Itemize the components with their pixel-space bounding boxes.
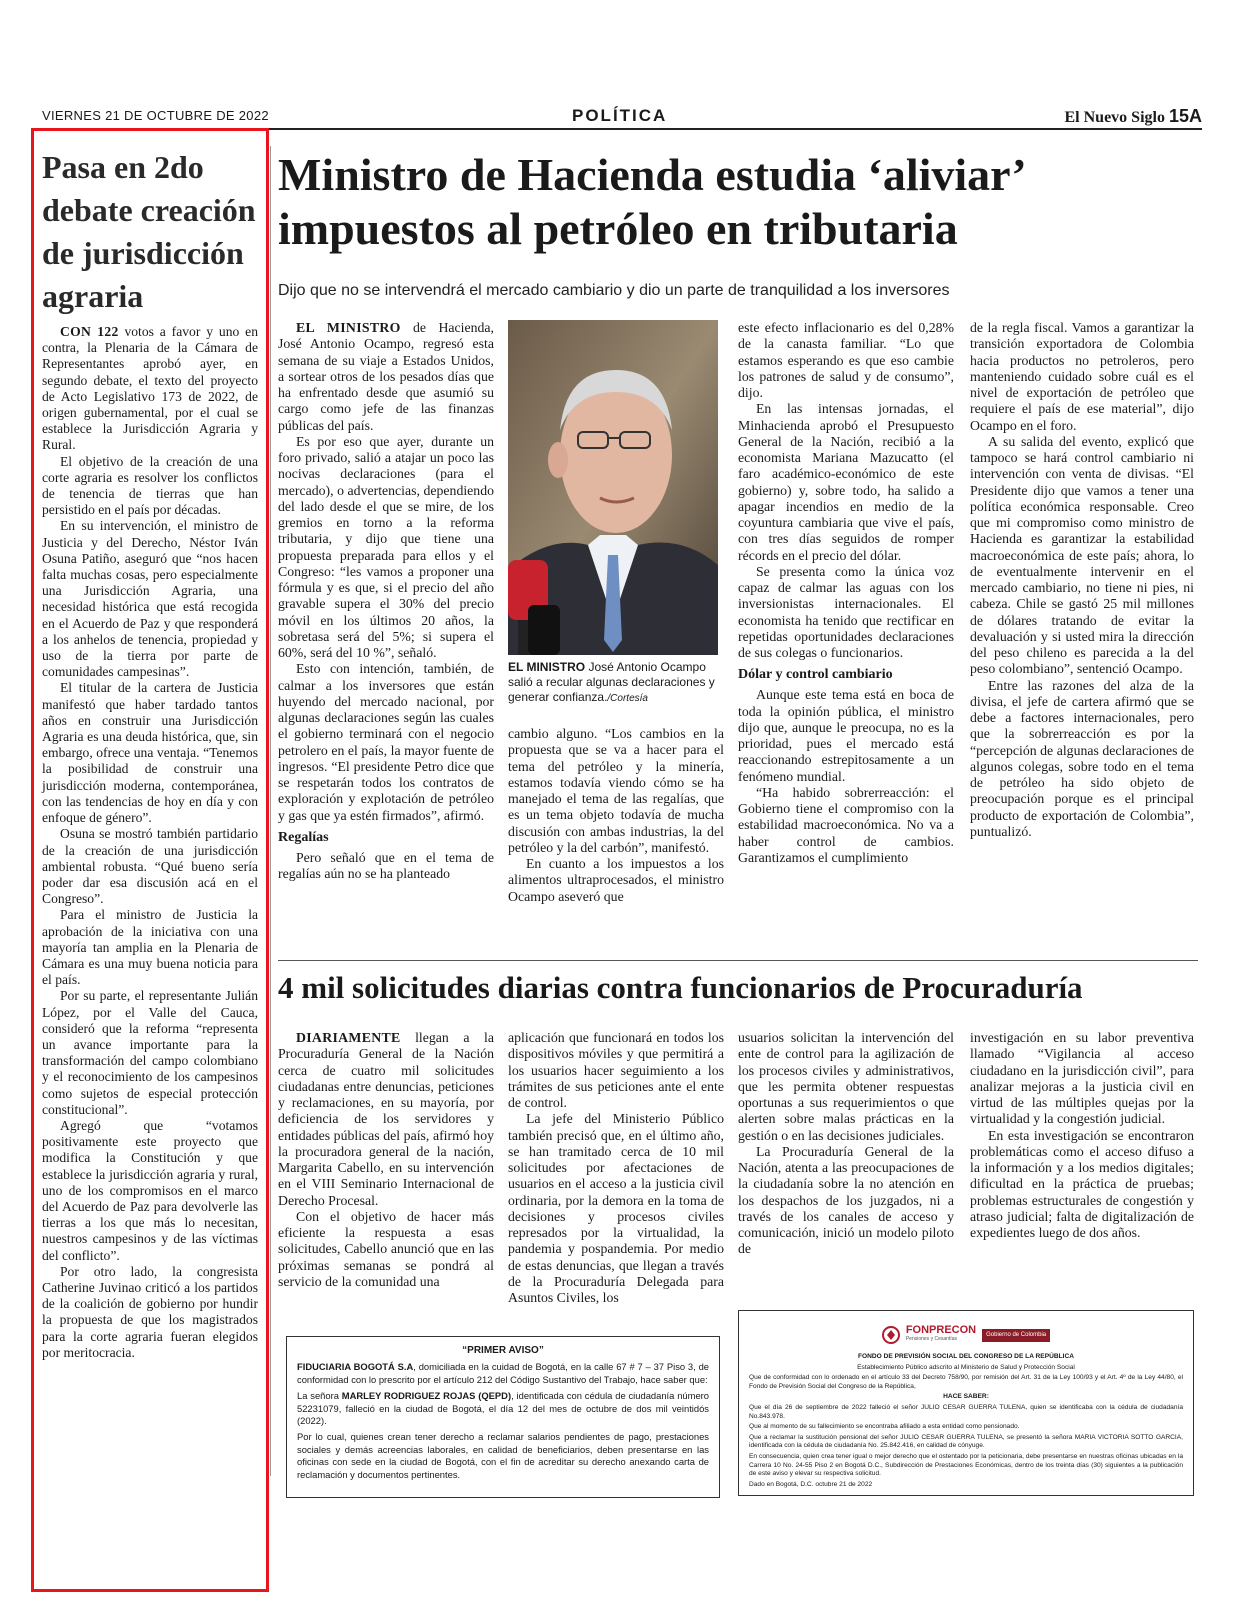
caption-text: José Antonio Ocampo salió a recular algunas declaraciones y generar confianza. xyxy=(508,660,715,704)
sidebar-paragraph: Osuna se mostró también partidario de la creación de una jurisdicción ambiental robusta. “Qué bueno sería poder dar esa discusión acá en el Congreso”. xyxy=(42,826,258,907)
story2-paragraph: La Procuraduría General de la Nación, atenta a las preocupaciones de la ciudadanía sobre la no atención en los despachos de los juzgados, ni a través de los canales de acceso y comunicación, inició un modelo piloto de xyxy=(738,1143,954,1257)
main-column-1 xyxy=(278,320,494,882)
story2-paragraph: En esta investigación se encontraron problemáticas como el acceso difuso a la información y a los medios digitales; dificultad en la práctica de pruebas; problemas estructurales de congestión y atraso judicial; falta de digitalización de expedientes luego de dos años. xyxy=(970,1127,1194,1240)
story2-paragraph: Con el objetivo de hacer más eficiente la respuesta a esas solicitudes, Cabello anunció que en las próximas semanas se pondrá al servicio de la comunidad una xyxy=(278,1208,494,1289)
notice-date: Dado en Bogotá, D.C. octubre 21 de 2022 xyxy=(749,1480,873,1488)
column-separator xyxy=(270,146,271,1476)
main-paragraph: Esto con intención, también, de calmar a los inversores que están huyendo del mercado nacional, por algunas declaraciones según las cuales el gobierno terminará con el negocio petrolero en el país, la mayor fuente de ingresos. “El presidente Petro dice que se respetarán todos los contratos de exploración y explotación de petróleo y gas que ya estén firmados”, afirmó. xyxy=(278,661,494,823)
sidebar-lead: CON 122 xyxy=(60,324,119,339)
gobierno-logo: Gobierno de Colombia xyxy=(982,1329,1050,1342)
main-paragraph: “Ha habido sobrerreacción: el Gobierno tiene el compromiso con la estabilidad macroeconómica. No va a haber control de cambios. Garantizamos el cumplimiento xyxy=(738,784,954,865)
main-paragraph: Se presenta como la única voz capaz de calmar las aguas con los inversionistas internacionales. El economista ha tenido que rectificar en repetidas oportunidades declaraciones de sus colegas o funcionarios. xyxy=(738,563,954,660)
notice-paragraph: La señora MARLEY RODRIGUEZ ROJAS (QEPD), identificada con cédula de ciudadanía número 52231079, falleció en la ciudad de Bogotá, el día 12 del mes de octubre de dos mil veintidós (2022). xyxy=(297,1390,709,1427)
story2-paragraph: usuarios solicitan la intervención del ente de control para la agilización de los procesos civiles y administrativos, que les permita obtener respuestas oportunas a sus requerimientos o que alerten sobre malas prácticas en la gestión o en las decisiones judiciales. xyxy=(738,1030,954,1143)
sidebar-paragraph: El objetivo de la creación de una corte agraria es resolver los conflictos de tenencia de tierras que han persistido en el país por décadas. xyxy=(42,453,258,518)
main-paragraph: Es por eso que ayer, durante un foro privado, salió a atajar un poco las nocivas declaraciones (para el mercado), o advertencias, dependiendo del lado desde el que se mire, de los gremios en torno a la reforma tributaria, y dijo que tiene una propuesta preparada para ellos y el Congreso: “les vamos a proponer una fórmula y es que, si el precio del año gravable supera el 30% del precio móvil en los últimos 20 años, la sobretasa será del 5%; si supera el 60%, será del 10 %”, señaló. xyxy=(278,433,494,660)
story2-column-1 xyxy=(278,1030,494,1290)
main-paragraph: Entre las razones del alza de la divisa, el jefe de cartera afirmó que se debe a factores internacionales, pero que la sobrerreacción es por la “percepción de algunas declaraciones de algunos colegas, sobre todo en el tema de petróleo ha sido objeto de preocupación porque es el principal producto de exportación de Colombia”, puntualizó. xyxy=(970,677,1194,839)
main-paragraph: Pero señaló que en el tema de regalías aún no se ha planteado xyxy=(278,849,494,881)
main-paragraph: A su salida del evento, explicó que tampoco se hará control cambiario ni intervención con venta de divisas. “El Presidente dijo que vamos a tener una política económica responsable. Creo que mi compromiso como ministro de Hacienda es garantizar la estabilidad macroeconómica de este país; ahora, lo de eventualmente intervenir en el mercado cambiario, no tiene ni pies, ni cabeza. Chile se gastó 25 mil millones de dólares tratando de evitar la devaluación y si usted mira la dirección del peso chileno es parecida a la del peso colombiano”, sentenció Ocampo. xyxy=(970,433,1194,677)
sidebar-article xyxy=(42,146,258,1361)
notice-heading: “PRIMER AVISO” xyxy=(462,1345,544,1356)
main-paragraph: Aunque este tema está en boca de toda la opinión pública, el ministro dijo que, aunque le preocupa, no es la prioridad, pues el mercado está reaccionando estrepitosamente a un fenómeno mundial. xyxy=(738,687,954,784)
notice-paragraph: En consecuencia, quien crea tener igual o mejor derecho que el ostentado por la peticionaria, debe presentarse en nuestras oficinas ubicadas en la Carrera 10 No. 24-55 Piso 2 en Bogotá D.C., Subdirección de Prestaciones Económicas, dentro de los treinta días (30) siguientes a la publicación de este aviso y elevar su respectiva solicitud. xyxy=(749,1452,1183,1478)
portrait-image xyxy=(508,320,718,655)
sidebar-title: Pasa en 2do debate creación de jurisdicción agraria xyxy=(42,149,256,314)
photo-caption xyxy=(508,660,726,706)
sidebar-paragraph: Por su parte, el representante Julián López, por el Valle del Cauca, consideró que la reforma “representa un avance importante para la transformación del campo colombiano y el reconocimiento de los campesinos como sujetos de especial protección constitucional”. xyxy=(42,988,258,1117)
issue-date: VIERNES 21 DE OCTUBRE DE 2022 xyxy=(42,108,269,123)
main-paragraph: este efecto inflacionario es del 0,28% de la canasta familiar. “Lo que estamos esperando es que eso cambie los patrones de salud y de consumo”, dijo. xyxy=(738,320,954,400)
main-paragraph: En las intensas jornadas, el Minhacienda aprobó el Presupuesto General de la Nación, recibió a la economista Mariana Mazucatto (el faro académico-económico de este gobierno) y, sobre todo, ha salido a apagar incendios en medio de la coyuntura cambiaria que vive el país, con tres días seguidos de romper récords en el precio del dólar. xyxy=(738,401,954,563)
sidebar-paragraph: CON 122 votos a favor y uno en contra, la Plenaria de la Cámara de Representantes aprobó ayer, en segundo debate, el texto del proyecto de Acto Legislativo 173 de 2022, de origen gubernamental, por el cual se establece la Jurisdicción Agraria y Rural. xyxy=(42,324,258,453)
main-paragraph: EL MINISTRO de Hacienda, José Antonio Ocampo, regresó esta semana de su viaje a Estados Unidos, a sortear otros de los pesados días que ha enfrentado desde que asumió su cargo como jefe de las finanzas públicas del país. xyxy=(278,320,494,433)
section-name: POLÍTICA xyxy=(572,106,668,125)
subheading-dolar: Dólar y control cambiario xyxy=(738,667,893,683)
main-column-4 xyxy=(970,320,1194,840)
sidebar-paragraph: El titular de la cartera de Justicia manifestó que haber tardado tantos años en construir una Jurisdicción Agraria es una deuda histórica, que, sin embargo, ofrece una ventaja. “Tenemos la posibilidad de construir una jurisdicción moderna, contemporánea, con las tendencias de hoy en día y con enfoque de género”. xyxy=(42,680,258,826)
main-paragraph: En cuanto a los impuestos a los alimentos ultraprocesados, el ministro Ocampo aseveró que xyxy=(508,856,724,904)
caption-lead: EL MINISTRO xyxy=(508,660,586,674)
subheading-regalias: Regalías xyxy=(278,829,329,845)
main-headline: Ministro de Hacienda estudia ‘aliviar’ impuestos al petróleo en tributaria xyxy=(278,149,1024,254)
caption-credit: /Cortesía xyxy=(607,693,648,704)
fonprecon-logo-subtext: Pensiones y Cesantías xyxy=(905,1336,957,1342)
page-header xyxy=(42,106,1202,128)
sidebar-body xyxy=(42,324,258,1361)
story2-paragraph: aplicación que funcionará en todos los dispositivos móviles y que permitirá a los usuarios hacer seguimiento a los trámites de sus peticiones ante el ente de control. xyxy=(508,1030,724,1110)
sidebar-paragraph: Para el ministro de Justicia la aprobación de la iniciativa con una mayoría tan amplia en la Plenaria de Cámara es una muy buena noticia para el país. xyxy=(42,907,258,988)
notice-paragraph: Que a reclamar la sustitución pensional del señor JULIO CESAR GUERRA TULENA, se presentó la señora MARIA VICTORIA SOTTO GARCIA, identificada con la cédula de ciudadanía No. 25.842.416, en calidad de cónyuge. xyxy=(749,1433,1183,1450)
story-divider xyxy=(278,960,1198,961)
notice-paragraph: Por lo cual, quienes crean tener derecho a reclamar salarios pendientes de pago, prestaciones sociales y demás acreencias laborales, en calidad de beneficiarios, deben presentarse en las oficinas con sede en la ciudad de Bogotá, con el fin de acreditar su derecho anexando carta de reclamación y documentos pertinentes. xyxy=(297,1431,709,1480)
notice-paragraph: Que el día 26 de septiembre de 2022 falleció el señor JULIO CESAR GUERRA TULENA, quien se identificaba con la cédula de ciudadanía No.843.978. xyxy=(749,1403,1183,1420)
notice-paragraph: FIDUCIARIA BOGOTÁ S.A, domiciliada en la cuidad de Bogotá, en la calle 67 # 7 – 37 Piso 3, de conformidad con lo prescrito por el artículo 212 del Código Sustantivo del Trabajo, hace saber que: xyxy=(297,1361,710,1385)
legal-notice-fiduciaria xyxy=(286,1336,720,1498)
notice-org: FONDO DE PREVISIÓN SOCIAL DEL CONGRESO DE LA REPÚBLICA xyxy=(857,1353,1075,1360)
main-paragraph: cambio alguno. “Los cambios en la propuesta que se va a hacer para el tema del petróleo y la minería, estamos todavía viendo cómo se ha manejado el tema de las regalías, que es un tema objeto todavía de mucha discusión con ambas industrias, la del petróleo y la del carbón”, manifestó. xyxy=(508,726,724,855)
main-lead: EL MINISTRO xyxy=(296,320,401,335)
notice-paragraph: Que al momento de su fallecimiento se encontraba afiliado a esta entidad como pensionado. xyxy=(749,1423,1020,1431)
story2-paragraph: DIARIAMENTE llegan a la Procuraduría General de la Nación cerca de cuatro mil solicitudes ciudadanas entre denuncias, peticiones y reclamaciones, en su mayoría, por deficiencia de los servidores y entidades públicas del país, afirmó hoy la procuradora general de la nación, Margarita Cabello, en su intervención en el VIII Seminario Internacional de Derecho Procesal. xyxy=(278,1030,494,1208)
main-paragraph: de la regla fiscal. Vamos a garantizar la transición exportadora de Colombia hacia productos no petroleros, pero manteniendo cuidado sobre cuál es el nivel de exportación de petróleo que requiere el país de ese material”, dijo Ocampo en el foro. xyxy=(970,320,1194,433)
notice-org-sub: Establecimiento Público adscrito al Ministerio de Salud y Protección Social xyxy=(857,1363,1075,1371)
story2-paragraph: investigación en su labor preventiva llamado “Vigilancia al acceso ciudadano en la jurisdicción civil”, para analizar mejoras a la justicia civil en virtud de las múltiples quejas por la virtualidad y la congestión judicial. xyxy=(970,1030,1194,1127)
main-column-3 xyxy=(738,320,954,866)
sidebar-paragraph: En su intervención, el ministro de Justicia y del Derecho, Néstor Iván Osuna Patiño, aseguró que “nos hacen falta muchas cosas, pero especialmente una Jurisdicción Agraria, una necesidad histórica que está recogida en el Acuerdo de Paz y que responderá a los anhelos de tenencia, propiedad y uso de la tierra por parte de comunidades campesinas”. xyxy=(42,518,258,680)
story2-paragraph: La jefe del Ministerio Público también precisó que, en el último año, se han tramitado cerca de 10 mil solicitudes por afectaciones de usuarios en el acceso a la justicia civil ordinaria, por la demora en la toma de decisiones y procesos civiles represados por la virtualidad, la pandemia y pospandemia. Por medio de estas denuncias, que llegan a través de la Procuraduría Delegada para Asuntos Civiles, los xyxy=(508,1111,724,1305)
sidebar-paragraph: Agregó que “votamos positivamente este proyecto que modifica la Constitución y que establece la jurisdicción agraria y rural, uno de los compromisos en el marco del Acuerdo de Paz para devolverle las tierras a los que más lo necesitan, nuestros campesinos y de las víctimas del conflicto”. xyxy=(42,1117,258,1263)
story2-lead: DIARIAMENTE xyxy=(296,1030,401,1045)
newspaper-name: El Nuevo Siglo xyxy=(1064,109,1165,126)
masthead xyxy=(1065,106,1203,127)
minister-photo xyxy=(508,320,718,655)
sidebar-paragraph: Por otro lado, la congresista Catherine Juvinao criticó a los partidos de la coalición de gobierno por hundir la propuesta de que los magistrados para la corte agraria fueran elegidos por meritocracia. xyxy=(42,1263,258,1360)
main-subtitle: Dijo que no se intervendrá el mercado cambiario y dio un parte de tranquilidad a los inversores xyxy=(278,282,950,299)
story2-headline: 4 mil solicitudes diarias contra funcionarios de Procuraduría xyxy=(278,970,1083,1005)
main-column-2 xyxy=(508,726,724,905)
notice-hace-saber: HACE SABER: xyxy=(943,1393,989,1401)
story2-column-4 xyxy=(970,1030,1194,1241)
notice-paragraph: Que de conformidad con lo ordenado en el artículo 33 del Decreto 758/90, por remisión del Art. 31 de la Ley 100/93 y el Art. 4º de la Ley 44/80, el Fondo de Previsión Social del Congreso de la República, xyxy=(749,1374,1183,1390)
notice-logo-row xyxy=(749,1317,1183,1353)
story2-column-2 xyxy=(508,1030,724,1306)
page-number: 15A xyxy=(1168,106,1202,126)
legal-notice-fonprecon xyxy=(738,1310,1194,1496)
fonprecon-logo-text: FONPRECON xyxy=(905,1324,977,1337)
story2-column-3 xyxy=(738,1030,954,1258)
fonprecon-logo-icon xyxy=(882,1326,900,1344)
